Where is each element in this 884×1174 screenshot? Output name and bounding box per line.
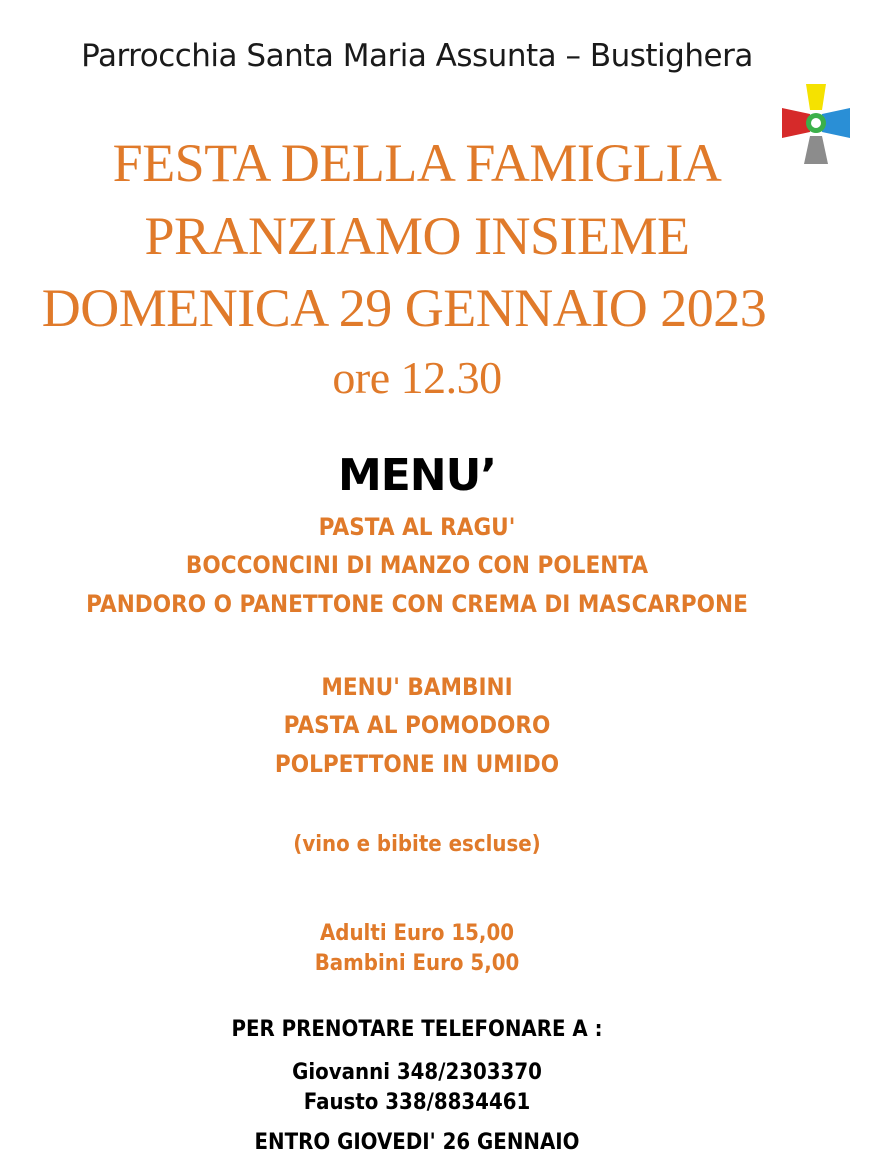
contact-fausto: Fausto 338/8834461 xyxy=(303,1090,531,1115)
price-kids: Bambini Euro 5,00 xyxy=(314,951,520,976)
booking-deadline: ENTRO GIOVEDI' 26 GENNAIO xyxy=(254,1130,580,1155)
parish-name: Parrocchia Santa Maria Assunta – Bustighera xyxy=(81,38,753,74)
event-title: FESTA DELLA FAMIGLIA xyxy=(112,133,722,193)
kids-menu-item: POLPETTONE IN UMIDO xyxy=(274,750,560,778)
menu-heading: MENU’ xyxy=(337,450,497,501)
price-adults: Adulti Euro 15,00 xyxy=(319,921,515,946)
contact-giovanni: Giovanni 348/2303370 xyxy=(292,1060,542,1085)
booking-heading: PER PRENOTARE TELEFONARE A : xyxy=(231,1017,603,1042)
kids-menu-item: PASTA AL POMODORO xyxy=(283,711,551,739)
kids-menu-heading: MENU' BAMBINI xyxy=(321,673,513,701)
menu-item: PASTA AL RAGU' xyxy=(318,513,516,541)
event-date: DOMENICA 29 GENNAIO 2023 xyxy=(41,278,767,338)
menu-item: BOCCONCINI DI MANZO CON POLENTA xyxy=(185,551,649,579)
event-time: ore 12.30 xyxy=(332,352,502,403)
drinks-note: (vino e bibite escluse) xyxy=(293,832,541,857)
event-subtitle: PRANZIAMO INSIEME xyxy=(144,206,690,266)
menu-item: PANDORO O PANETTONE CON CREMA DI MASCARPONE xyxy=(86,590,748,618)
